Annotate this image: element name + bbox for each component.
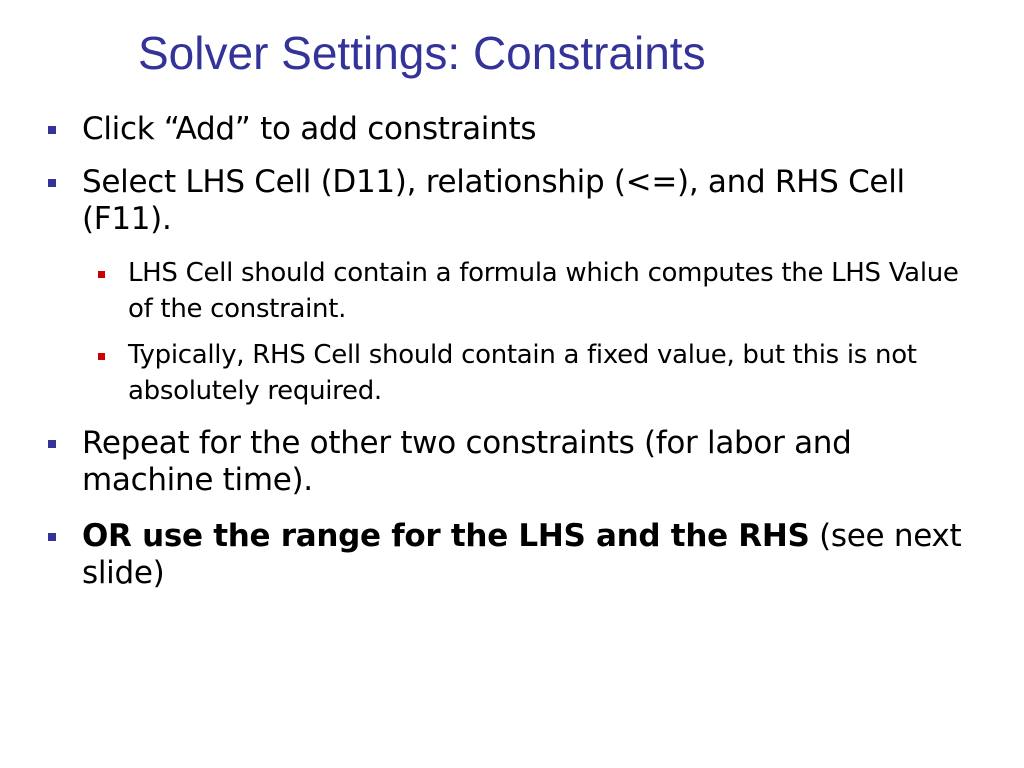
bullet-text: Repeat for the other two constraints (for labor and machine time). — [82, 425, 852, 498]
square-bullet-icon — [48, 533, 56, 541]
sub-bullet-item — [128, 255, 978, 327]
bullet-item — [82, 111, 982, 148]
square-bullet-icon — [48, 126, 56, 134]
square-bullet-icon — [48, 440, 56, 448]
bullet-text: Click “Add” to add constraints — [82, 111, 537, 147]
square-sub-bullet-icon — [98, 353, 105, 360]
bullet-item — [82, 518, 982, 592]
square-bullet-icon — [48, 179, 56, 187]
slide-title: Solver Settings: Constraints — [138, 27, 706, 79]
bullet-text: Select LHS Cell (D11), relationship (<=), and RHS Cell (F11). — [82, 164, 905, 237]
bullet-item — [82, 164, 982, 238]
sub-bullet-text: Typically, RHS Cell should contain a fixed value, but this is not absolutely required. — [128, 340, 917, 406]
bullet-item — [82, 425, 982, 499]
square-sub-bullet-icon — [98, 271, 105, 278]
sub-bullet-text: LHS Cell should contain a formula which computes the LHS Value of the constraint. — [128, 258, 959, 324]
bullet-bold-text: OR use the range for the LHS and the RHS — [82, 518, 810, 554]
bullet-text: (see next slide) — [82, 518, 962, 591]
sub-bullet-item — [128, 337, 978, 409]
